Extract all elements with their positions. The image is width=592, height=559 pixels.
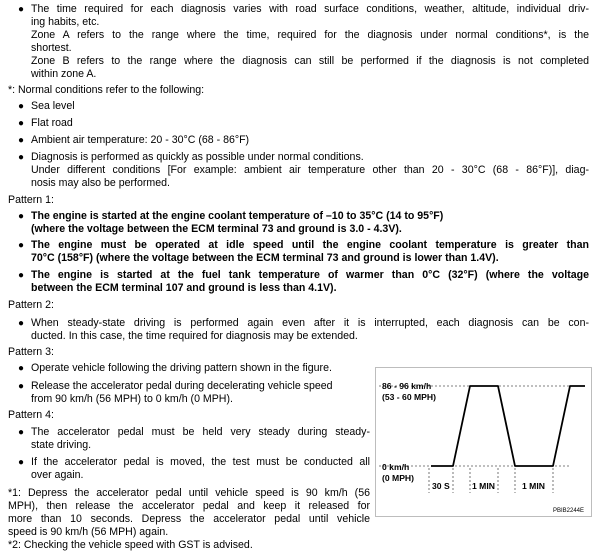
intro-line: Zone A refers to the range where the time, required for the diagnosis under normal conditions*, is the <box>31 29 589 41</box>
normal-conditions-heading: *: Normal conditions refer to the following: <box>8 84 205 96</box>
normal-condition-item: Flat road <box>31 117 73 129</box>
pattern-4-item: If the accelerator pedal is moved, the test must be conducted all <box>31 456 370 468</box>
zero-speed-label: 0 km/h <box>382 462 410 472</box>
bullet-icon: ● <box>18 152 25 163</box>
footnote-1: MPH), then release the accelerator pedal and keep it released for <box>8 500 370 512</box>
high-speed-label: 86 - 96 km/h <box>382 381 432 391</box>
pattern-4-item: The accelerator pedal must be held very steady during steady- <box>31 426 370 438</box>
pattern-1-item: between the ECM terminal 107 and ground is less than 4.1V). <box>31 282 337 294</box>
intro-line: The time required for each diagnosis varies with road surface conditions, weather, altitude, individual driv- <box>31 3 589 15</box>
pattern-1-item: The engine is started at the fuel tank temperature of warmer than 0°C (32°F) (where the voltage <box>31 269 589 281</box>
pattern-4-heading: Pattern 4: <box>8 409 54 421</box>
pattern-1-heading: Pattern 1: <box>8 194 54 206</box>
bullet-icon: ● <box>18 101 25 112</box>
segment-label-1min: 1 MIN <box>522 481 545 491</box>
pattern-2-item: When steady-state driving is performed again even after it is interrupted, each diagnosis can be con- <box>31 317 589 329</box>
normal-condition-item: Under different conditions [For example: ambient air temperature other than 20 - 30°C (68 - 86°F)], diag- <box>31 164 589 176</box>
intro-line: Zone B refers to the range where the diagnosis can still be performed if the diagnosis is not completed <box>31 55 589 67</box>
pattern-1-item: The engine must be operated at idle speed until the engine coolant temperature is greater than <box>31 239 589 251</box>
footnote-1: more than 10 seconds. Depress the accelerator pedal until vehicle <box>8 513 370 525</box>
zero-speed-label: (0 MPH) <box>382 473 414 483</box>
pattern-1-item: 70°C (158°F) (where the voltage between the ECM terminal 73 and ground is lower than 1.4V). <box>31 252 499 264</box>
intro-line: ing habits, etc. <box>31 16 100 28</box>
bullet-icon: ● <box>18 381 25 392</box>
pattern-2-heading: Pattern 2: <box>8 299 54 311</box>
bullet-icon: ● <box>18 135 25 146</box>
segment-label-1min: 1 MIN <box>472 481 495 491</box>
footnote-1: *1: Depress the accelerator pedal until vehicle speed is 90 km/h (56 <box>8 487 370 499</box>
pattern-2-item: ducted. In this case, the time required for diagnosis may be extended. <box>31 330 358 342</box>
pattern-4-item: state driving. <box>31 439 92 451</box>
bullet-icon: ● <box>18 318 25 329</box>
normal-condition-item: Ambient air temperature: 20 - 30°C (68 - 86°F) <box>31 134 250 146</box>
figure-code: PBIB2244E <box>553 508 585 514</box>
bullet-icon: ● <box>18 4 25 15</box>
pattern-3-heading: Pattern 3: <box>8 346 54 358</box>
intro-line: shortest. <box>31 42 72 54</box>
bullet-icon: ● <box>18 363 25 374</box>
pattern-1-item: The engine is started at the engine coolant temperature of –10 to 35°C (14 to 95°F) <box>31 210 444 222</box>
high-speed-label: (53 - 60 MPH) <box>382 392 436 402</box>
bullet-icon: ● <box>18 240 25 251</box>
pattern-3-item: from 90 km/h (56 MPH) to 0 km/h (0 MPH). <box>31 393 233 405</box>
normal-condition-item: Sea level <box>31 100 75 112</box>
driving-pattern-figure <box>375 367 592 517</box>
bullet-icon: ● <box>18 427 25 438</box>
normal-condition-item: nosis may also be performed. <box>31 177 170 189</box>
pattern-4-item: over again. <box>31 469 84 481</box>
pattern-1-item: (where the voltage between the ECM terminal 73 and ground is 3.0 - 4.3V). <box>31 223 402 235</box>
bullet-icon: ● <box>18 457 25 468</box>
intro-line: within zone A. <box>31 68 97 80</box>
pattern-3-item: Operate vehicle following the driving pattern shown in the figure. <box>31 362 332 374</box>
bullet-icon: ● <box>18 211 25 222</box>
pattern-3-item: Release the accelerator pedal during decelerating vehicle speed <box>31 380 333 392</box>
segment-label-30s: 30 S <box>432 481 450 491</box>
bullet-icon: ● <box>18 270 25 281</box>
footnote-1: speed is 90 km/h (56 MPH) again. <box>8 526 169 538</box>
normal-condition-item: Diagnosis is performed as quickly as possible under normal conditions. <box>31 151 364 163</box>
footnote-2: *2: Checking the vehicle speed with GST is advised. <box>8 539 253 551</box>
bullet-icon: ● <box>18 118 25 129</box>
